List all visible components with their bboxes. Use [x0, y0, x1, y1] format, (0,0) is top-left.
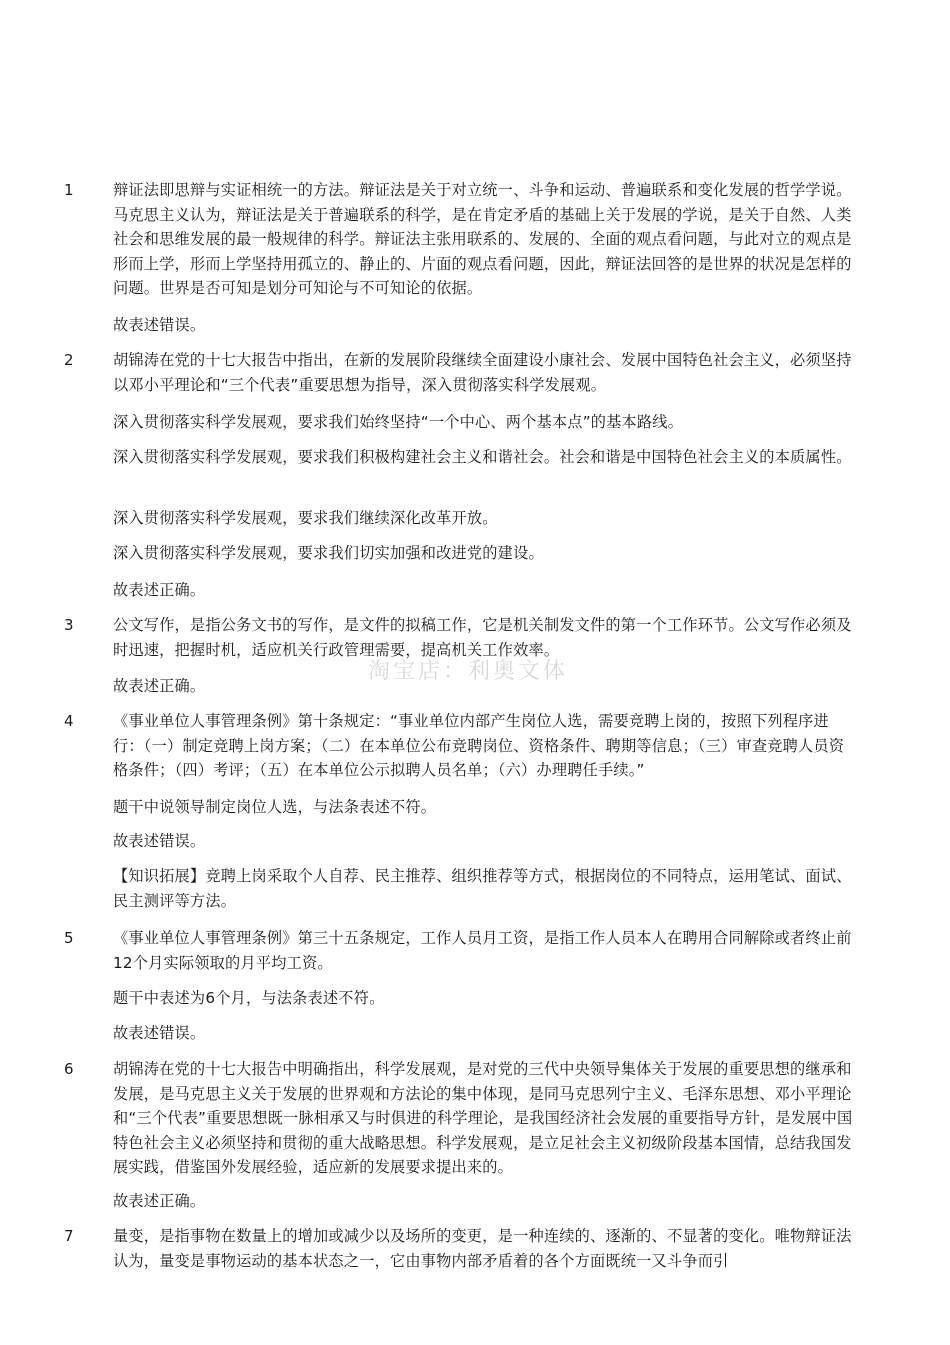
item-1-paragraph-1: 辩证法即思辩与实证相统一的方法。辩证法是关于对立统一、斗争和运动、普遍联系和变化发展的哲学学说。马克思主义认为，辩证法是关于普遍联系的科学，是在肯定矛盾的基础上关于发展的学说，是关于自然、人类社会和思维发展的最一般规律的科学。辩证法主张用联系的、发展的、全面的观点看问题，与此对立的观点是形而上学，形而上学坚持用孤立的、静止的、片面的观点看问题，因此，辩证法回答的是世界的状况是怎样的问题。世界是否可知是划分可知论与不可知论的依据。: [113, 181, 852, 297]
item-2-paragraph-1: 胡锦涛在党的十七大报告中指出，在新的发展阶段继续全面建设小康社会、发展中国特色社会主义，必须坚持以邓小平理论和“三个代表”重要思想为指导，深入贯彻落实科学发展观。: [113, 351, 852, 394]
item-6-paragraph-1: 胡锦涛在党的十七大报告中明确指出，科学发展观，是对党的三代中央领导集体关于发展的重要思想的继承和发展，是马克思主义关于发展的世界观和方法论的集中体现，是同马克思列宁主义、毛泽东思想、邓小平理论和“三个代表”重要思想既一脉相承又与时俱进的科学理论，是我国经济社会发展的重要指导方针，是发展中国特色社会主义必须坚持和贯彻的重大战略思想。科学发展观，是立足社会主义初级阶段基本国情，总结我国发展实践，借鉴国外发展经验，适应新的发展要求提出来的。: [113, 1060, 853, 1176]
item-4-paragraph-2: 题干中说领导制定岗位人选，与法条表述不符。: [113, 798, 437, 816]
item-number: 5: [64, 929, 74, 947]
item-3-verdict: 故表述正确。: [113, 677, 206, 695]
item-1-verdict: 故表述错误。: [113, 316, 206, 334]
item-2-paragraph-3: 深入贯彻落实科学发展观，要求我们积极构建社会主义和谐社会。社会和谐是中国特色社会主义的本质属性。: [113, 448, 852, 466]
item-number: 6: [64, 1060, 74, 1078]
item-number: 2: [64, 351, 74, 369]
item-6-verdict: 故表述正确。: [113, 1192, 206, 1210]
item-5-paragraph-1: 《事业单位人事管理条例》第三十五条规定，工作人员月工资，是指工作人员本人在聘用合同解除或者终止前12个月实际领取的月平均工资。: [113, 929, 852, 972]
item-7-paragraph-1: 量变，是指事物在数量上的增加或减少以及场所的变更，是一种连续的、逐渐的、不显著的变化。唯物辩证法认为，量变是事物运动的基本状态之一，它由事物内部矛盾着的各个方面既统一又斗争而引: [113, 1227, 852, 1270]
item-number: 3: [64, 616, 74, 634]
item-number: 7: [64, 1227, 74, 1245]
item-4-paragraph-1: 《事业单位人事管理条例》第十条规定：“事业单位内部产生岗位人选，需要竞聘上岗的，按照下列程序进行：（一）制定竞聘上岗方案；（二）在本单位公布竞聘岗位、资格条件、聘期等信息；（三）审查竞聘人员资格条件；（四）考评；（五）在本单位公示拟聘人员名单；（六）办理聘任手续。”: [113, 712, 845, 779]
item-3-paragraph-1: 公文写作，是指公务文书的写作，是文件的拟稿工作，它是机关制发文件的第一个工作环节。公文写作必须及时迅速，把握时机，适应机关行政管理需要，提高机关工作效率。: [113, 616, 852, 659]
item-number: 1: [64, 181, 74, 199]
item-number: 4: [64, 712, 74, 730]
item-2-paragraph-4: 深入贯彻落实科学发展观，要求我们继续深化改革开放。: [113, 509, 498, 527]
watermark: 淘宝店：利奥文体: [368, 659, 569, 684]
item-5-verdict: 故表述错误。: [113, 1024, 206, 1042]
item-2-verdict: 故表述正确。: [113, 581, 206, 599]
item-2-paragraph-5: 深入贯彻落实科学发展观，要求我们切实加强和改进党的建设。: [113, 544, 544, 562]
item-4-knowledge-extension: 【知识拓展】竞聘上岗采取个人自荐、民主推荐、组织推荐等方式，根据岗位的不同特点，运用笔试、面试、民主测评等方法。: [113, 867, 852, 910]
item-4-verdict: 故表述错误。: [113, 832, 206, 850]
item-5-paragraph-2: 题干中表述为6个月，与法条表述不符。: [113, 989, 385, 1007]
item-2-paragraph-2: 深入贯彻落实科学发展观，要求我们始终坚持“一个中心、两个基本点”的基本路线。: [113, 413, 684, 431]
